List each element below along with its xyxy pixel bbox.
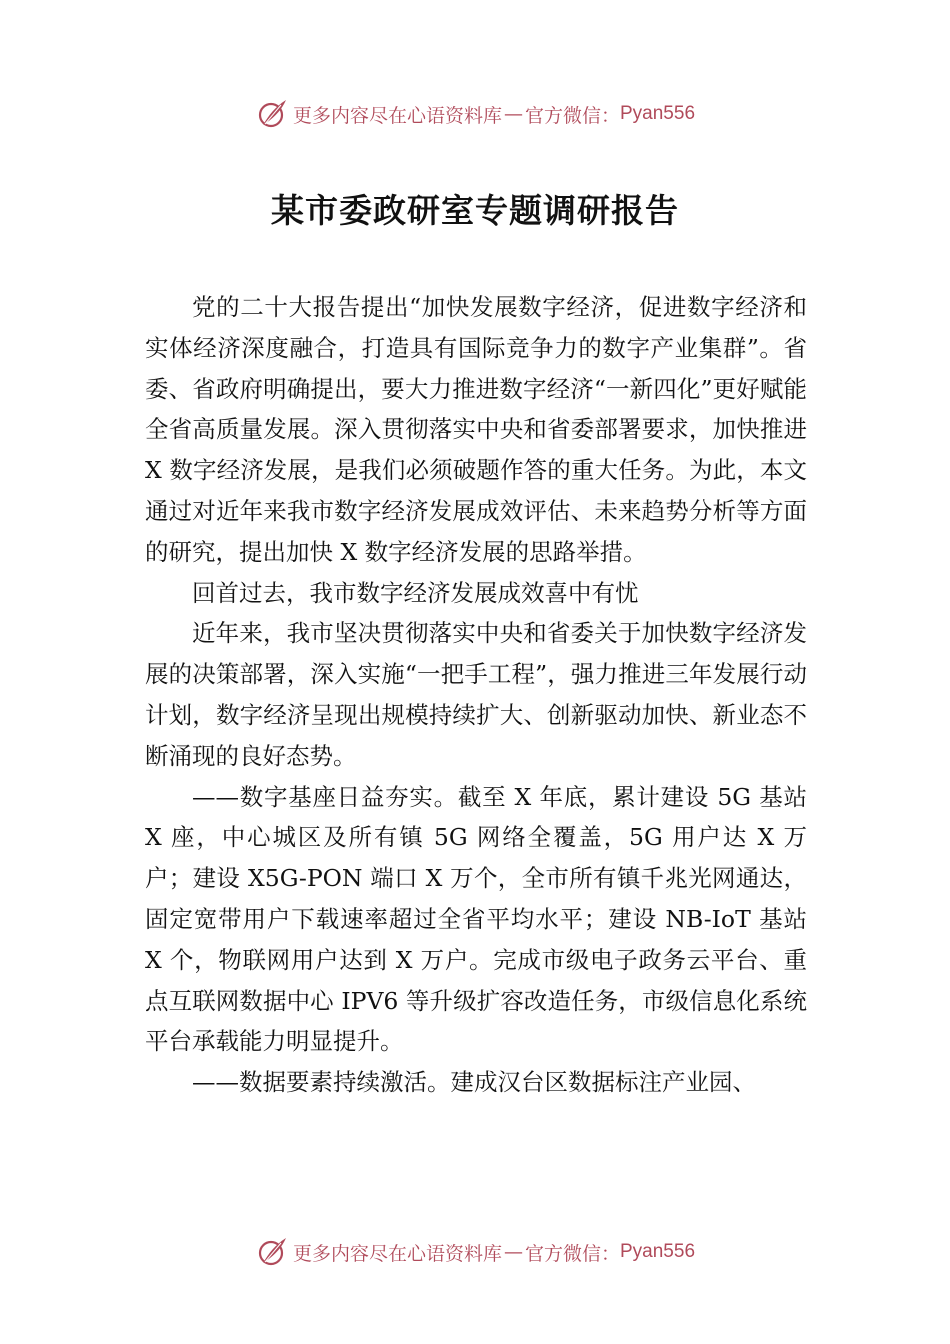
- banner-separator: —: [503, 103, 523, 125]
- banner-wechat-label: 官方微信：: [524, 1242, 620, 1265]
- banner-wechat-id: Pyan556: [620, 103, 696, 124]
- banner-separator: —: [503, 1241, 523, 1263]
- feather-quill-logo-icon: [255, 97, 289, 131]
- banner-wechat-label: 官方微信：: [524, 104, 620, 127]
- document-title: 某市委政研室专题调研报告: [271, 191, 679, 230]
- banner-text: 更多内容尽在心语资料库: [292, 104, 502, 127]
- paragraph: 党的二十大报告提出“加快发展数字经济，促进数字经济和实体经济深度融合，打造具有国际竞争力的数字产业集群”。省委、省政府明确提出，要大力推进数字经济“一新四化”更好赋能全省高质量发展。深入贯彻落实中央和省委部署要求，加快推进 X 数字经济发展，是我们必须破题作答的重大任务。为此，本文通过对近年来我市数字经济发展成效评估、未来趋势分析等方面的研究，提出加快 X 数字经济发展的思路举措。: [145, 293, 807, 566]
- banner-text: 更多内容尽在心语资料库: [292, 1242, 502, 1265]
- feather-quill-logo-icon: [255, 1235, 289, 1269]
- header-watermark-banner: [0, 94, 950, 134]
- paragraph: 近年来，我市坚决贯彻落实中央和省委关于加快数字经济发展的决策部署，深入实施“一把手工程”，强力推进三年发展行动计划，数字经济呈现出规模持续扩大、创新驱动加快、新业态不断涌现的良好态势。: [145, 619, 807, 770]
- paragraph: ——数据要素持续激活。建成汉台区数据标注产业园、: [192, 1068, 756, 1097]
- banner-wechat-id: Pyan556: [620, 1241, 696, 1262]
- paragraph: ——数字基座日益夯实。截至 X 年底，累计建设 5G 基站 X 座，中心城区及所有镇 5G 网络全覆盖，5G 用户达 X 万户；建设 X5G-PON 端口 X 万个，全市所有镇千兆光网通达，固定宽带用户下载速率超过全省平均水平；建设 NB-IoT 基站 X 个，物联网用户达到 X 万户。完成市级电子政务云平台、重点互联网数据中心 IPV6 等升级扩容改造任务，市级信息化系统平台承载能力明显提升。: [145, 782, 807, 1056]
- document-body: [145, 287, 807, 1103]
- paragraph: 回首过去，我市数字经济发展成效喜中有忧: [192, 578, 639, 607]
- footer-watermark-banner: [0, 1232, 950, 1272]
